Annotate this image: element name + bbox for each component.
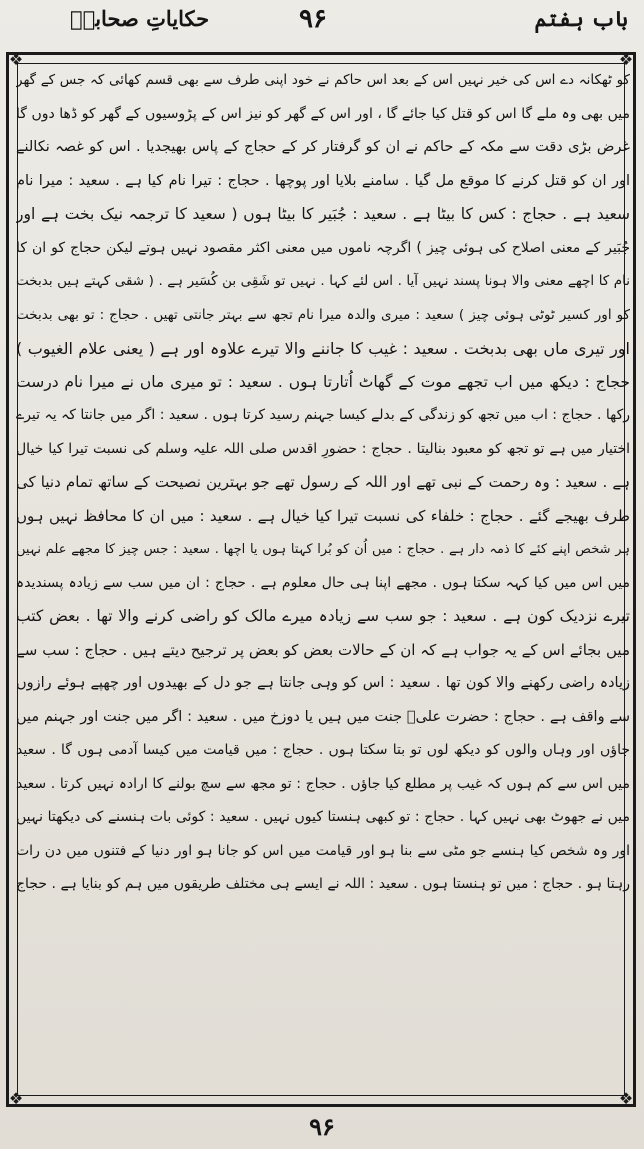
- header-page-number: ۹۶: [299, 4, 327, 34]
- text-line: سعید ہے . حجاج : کس کا بیٹا ہے . سعید : جُبَیر کا بیٹا ہوں ( سعید کا ترجمہ نیک بخت ہے اور: [16, 205, 630, 223]
- book-title: حکایاتِ صحابہؓ: [70, 6, 210, 31]
- text-line: رہتا ہو . حجاج : میں تو ہنستا ہوں . سعید : اللہ نے ایسے ہی مختلف طریقوں میں ہم کو بنایا ہے . حجاج: [16, 876, 630, 892]
- text-line: رکھا . حجاج : اب میں تجھ کو زندگی کے بدلے کیسا جہنم رسید کرتا ہوں . سعید : اگر میں جانتا کہ یہ تیرے: [16, 407, 630, 423]
- chapter-heading: باب ہفتم: [534, 6, 628, 31]
- text-line: جُبَیر کے معنی اصلاح کی ہوئی چیز ) اگرچہ ناموں میں معنی اکثر مقصود نہیں ہوتے لیکن حجاج کو ان کا: [16, 239, 630, 256]
- text-line: اختیار میں ہے تو تجھ کو معبود بنالیتا . حجاج : حضورِ اقدس صلی اللہ علیہ وسلم کی نسبت تیرا کیا خیال: [16, 440, 630, 457]
- text-line: جاؤں اور وہاں والوں کو دیکھ لوں تو بتا سکتا ہوں . حجاج : میں قیامت میں کیسا آدمی ہوں گا . سعید: [16, 742, 630, 758]
- text-line: میں نے جھوٹ بھی نہیں کہا . حجاج : تو کبھی ہنستا کیوں نہیں . سعید : کوئی بات ہنسنے کی دیکھتا نہیں: [16, 809, 630, 825]
- text-line: سے واقف ہے . حجاج : حضرت علیؓ جنت میں ہیں یا دوزخ میں . سعید : اگر میں جنت اور جہنم میں: [16, 708, 630, 725]
- text-line: کو ٹھکانہ دے اس کی خیر نہیں اس کے بعد اس حاکم نے خود اپنی طرف سے بھی قسم کھائی کہ جس کے گھر: [16, 72, 630, 88]
- text-line: نام کا اچھے معنی والا ہونا پسند نہیں آیا . اس لئے کہا . نہیں تو شَقِی بن کُسَیر ہے . ( شقی کہتے ہیں بدبخت: [16, 273, 630, 289]
- text-line: ہے . سعید : وہ رحمت کے نبی تھے اور اللہ کے رسول تھے جو بہترین نصیحت کے ساتھ تمام دنیا کی: [16, 473, 630, 491]
- text-line: زیادہ راضی رکھنے والا کون تھا . سعید : اس کو وہی جانتا ہے جو دل کے بھیدوں اور چھپے ہوئے رازوں: [16, 675, 630, 691]
- corner-ornament-icon: ❖: [8, 1089, 24, 1108]
- corner-ornament-icon: ❖: [618, 50, 634, 69]
- text-line: کو اور کسیر ٹوٹی ہوئی چیز ) سعید : میری والدہ میرا نام تجھ سے بہتر جانتی تھیں . حجاج : تو بھی بدبخت: [16, 306, 630, 323]
- page-header: [10, 4, 634, 44]
- text-line: حجاج : دیکھ میں اب تجھے موت کے گھاٹ اُتارتا ہوں . سعید : تو میری ماں نے میرا نام درست: [16, 372, 630, 391]
- text-line: میں اس سے کم ہوں کہ غیب پر مطلع کیا جاؤں . حجاج : تو مجھ سے سچ بولنے کا ارادہ نہیں کرتا . سعید: [16, 775, 630, 792]
- text-line: طرف بھیجے گئے . حجاج : خلفاء کی نسبت تیرا کیا خیال ہے . سعید : میں ان کا محافظ نہیں ہوں: [16, 506, 630, 525]
- corner-ornament-icon: ❖: [8, 50, 24, 69]
- text-line: اور ان کو قتل کرنے کا موقع مل گیا . سامنے بلایا اور پوچھا . حجاج : تیرا نام کیا ہے . سعید : میرا نام: [16, 172, 630, 189]
- body-text: [16, 64, 630, 1098]
- text-line: اور تیری ماں بھی بدبخت . سعید : غیب کا جاننے والا تیرے علاوہ اور ہے ( یعنی علام الغیوب ): [16, 339, 630, 358]
- text-line: میں اس میں کیا کہہ سکتا ہوں . مجھے اپنا ہی حال معلوم ہے . حجاج : ان میں سب سے زیادہ پسندیدہ: [16, 574, 630, 591]
- footer-page-number: ۹۶: [309, 1112, 335, 1141]
- corner-ornament-icon: ❖: [618, 1089, 634, 1108]
- text-line: میں بجائے اس کے یہ جواب ہے کہ ان کے حالات بعض کو بعض پر ترجیح دیتے ہیں . حجاج : سب سے: [16, 640, 630, 659]
- text-line: غرض بڑی دقت سے مکہ کے حاکم نے ان کو گرفتار کر کے حجاج کے پاس بھیجدیا . اس کو غصہ نکالنے: [16, 139, 630, 155]
- text-line: ہر شخص اپنے کئے کا ذمہ دار ہے . حجاج : میں اُن کو بُرا کہتا ہوں یا اچھا . سعید : جس چیز کا مجھے علم نہیں: [16, 542, 630, 557]
- text-line: میں بھی وہ ملے گا اس کو قتل کیا جائے گا ، اور اس کے گھر کو نیز اس کے پڑوسیوں کے گھر کو ڈھا دوں گا: [16, 105, 630, 122]
- text-line: اور وہ شخص کیا ہنسے جو مٹی سے بنا ہو اور قیامت میں اس کو جانا ہو اور دنیا کے فتنوں میں دن رات: [16, 842, 630, 859]
- text-line: تیرے نزدیک کون ہے . سعید : جو سب سے زیادہ میرے مالک کو راضی کرنے والا تھا . بعض کتب: [16, 607, 630, 625]
